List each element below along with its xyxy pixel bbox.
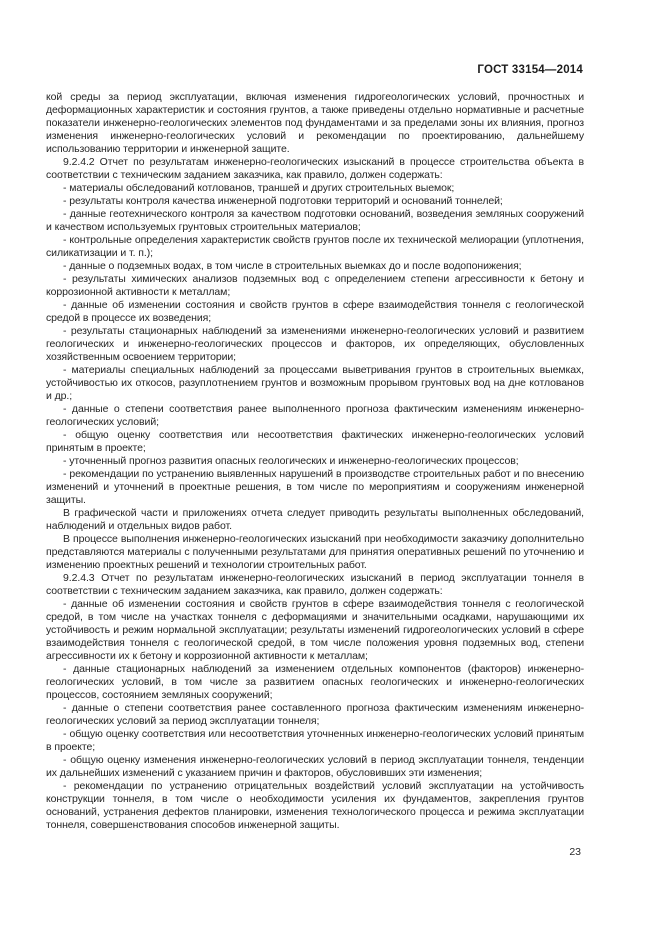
list-item-paragraph: - данные об изменении состояния и свойств грунтов в сфере взаимодействия тоннеля с геологической средой в процессе их возведения; bbox=[46, 299, 584, 324]
list-item-paragraph: - данные геотехнического контроля за качеством подготовки оснований, возведения земляных сооружений и качеством используемых грунтовых строительных материалов; bbox=[46, 208, 584, 233]
body-paragraph: 9.2.4.2 Отчет по результатам инженерно-геологических изысканий в процессе строительства объекта в соответствии с техническим заданием заказчика, как правило, должен содержать: bbox=[46, 156, 584, 181]
list-item-paragraph: - общую оценку соответствия или несоответствия фактических инженерно-геологических условий принятым в проекте; bbox=[46, 429, 584, 454]
page-number: 23 bbox=[569, 846, 581, 858]
body-paragraph: кой среды за период эксплуатации, включая изменения гидрогеологических условий, прочностных и деформационных характеристик и состояния грунтов, а также приведены отдельно нормативные и расчетные показатели инженерно-геологических элементов под фундаментами и за пределами зоны их влияния, прогноз изменения инженерно-геологических условий и рекомендации по проектированию, дальнейшему использованию территории и инженерной защите. bbox=[46, 91, 584, 155]
body-paragraph: 9.2.4.3 Отчет по результатам инженерно-геологических изысканий в период эксплуатации тоннеля в соответствии с техническим заданием заказчика, как правило, должен содержать: bbox=[46, 572, 584, 597]
list-item-paragraph: - контрольные определения характеристик свойств грунтов после их технической мелиорации (уплотнения, силикатизации и т. п.); bbox=[46, 234, 584, 259]
list-item-paragraph: - результаты контроля качества инженерной подготовки территорий и оснований тоннелей; bbox=[63, 195, 503, 207]
list-item-paragraph: - результаты стационарных наблюдений за изменениями инженерно-геологических условий и развитием геологических и инженерно-геологических процессов и факторов, их определяющих, обусловленных хозяйственным освоением территории; bbox=[46, 325, 584, 363]
list-item-paragraph: - данные об изменении состояния и свойств грунтов в сфере взаимодействия тоннеля с геологической средой, в том числе на участках тоннеля с деформациями и значительными осадками, нарушающими их устойчивость и режим нормальной эксплуатации; результаты изменений гидрогеологических условий в сфере взаимодействия тоннеля с геологической средой, в том числе положения уровня подземных вод, степени агрессивности их к бетону и коррозионной активности к металлам; bbox=[46, 598, 584, 662]
list-item-paragraph: - рекомендации по устранению отрицательных воздействий условий эксплуатации на устойчивость конструкции тоннеля, в том числе о необходимости усиления их фундаментов, закрепления грунтов оснований, устранения дефектов планировки, изменения технологического процесса и режима эксплуатации тоннеля, совершенствования способов инженерной защиты. bbox=[46, 780, 584, 831]
body-paragraph: В графической части и приложениях отчета следует приводить результаты выполненных обследований, наблюдений и отдельных видов работ. bbox=[46, 507, 584, 532]
document-body bbox=[46, 91, 584, 832]
list-item-paragraph: - материалы обследований котлованов, траншей и других строительных выемок; bbox=[63, 182, 455, 194]
list-item-paragraph: - уточненный прогноз развития опасных геологических и инженерно-геологических процессов; bbox=[63, 455, 519, 467]
list-item-paragraph: - данные о степени соответствия ранее составленного прогноза фактическим изменениям инженерно-геологических условий за период эксплуатации тоннеля; bbox=[46, 702, 584, 727]
list-item-paragraph: - данные о степени соответствия ранее выполненного прогноза фактическим изменениям инженерно-геологических условий; bbox=[46, 403, 584, 428]
list-item-paragraph: - данные стационарных наблюдений за изменением отдельных компонентов (факторов) инженерно-геологических условий, в том числе за развитием опасных геологических и инженерно-геологических процессов, состоянием земляных сооружений; bbox=[46, 663, 584, 701]
list-item-paragraph: - рекомендации по устранению выявленных нарушений в производстве строительных работ и по внесению изменений и уточнений в проектные решения, в том числе по мероприятиям и сооружениям инженерной защиты. bbox=[46, 468, 584, 506]
body-paragraph: В процессе выполнения инженерно-геологических изысканий при необходимости заказчику дополнительно представляются материалы с полученными результатами для принятия оперативных решений по уточнению и изменению проектных решений и технологии строительных работ. bbox=[46, 533, 584, 571]
list-item-paragraph: - общую оценку соответствия или несоответствия уточненных инженерно-геологических условий принятым в проекте; bbox=[46, 728, 584, 753]
list-item-paragraph: - материалы специальных наблюдений за процессами выветривания грунтов в строительных выемках, устойчивостью их откосов, разуплотнением грунтов и возможным прорывом грунтовых вод на дне котлованов и др.; bbox=[46, 364, 584, 402]
list-item-paragraph: - общую оценку изменения инженерно-геологических условий в период эксплуатации тоннеля, тенденции их дальнейших изменений с указанием причин и факторов, обусловивших эти изменения; bbox=[46, 754, 584, 779]
standard-designation-header: ГОСТ 33154—2014 bbox=[477, 64, 583, 76]
list-item-paragraph: - результаты химических анализов подземных вод с определением степени агрессивности к бетону и коррозионной активности к металлам; bbox=[46, 273, 584, 298]
list-item-paragraph: - данные о подземных водах, в том числе в строительных выемках до и после водопонижения; bbox=[63, 260, 522, 272]
